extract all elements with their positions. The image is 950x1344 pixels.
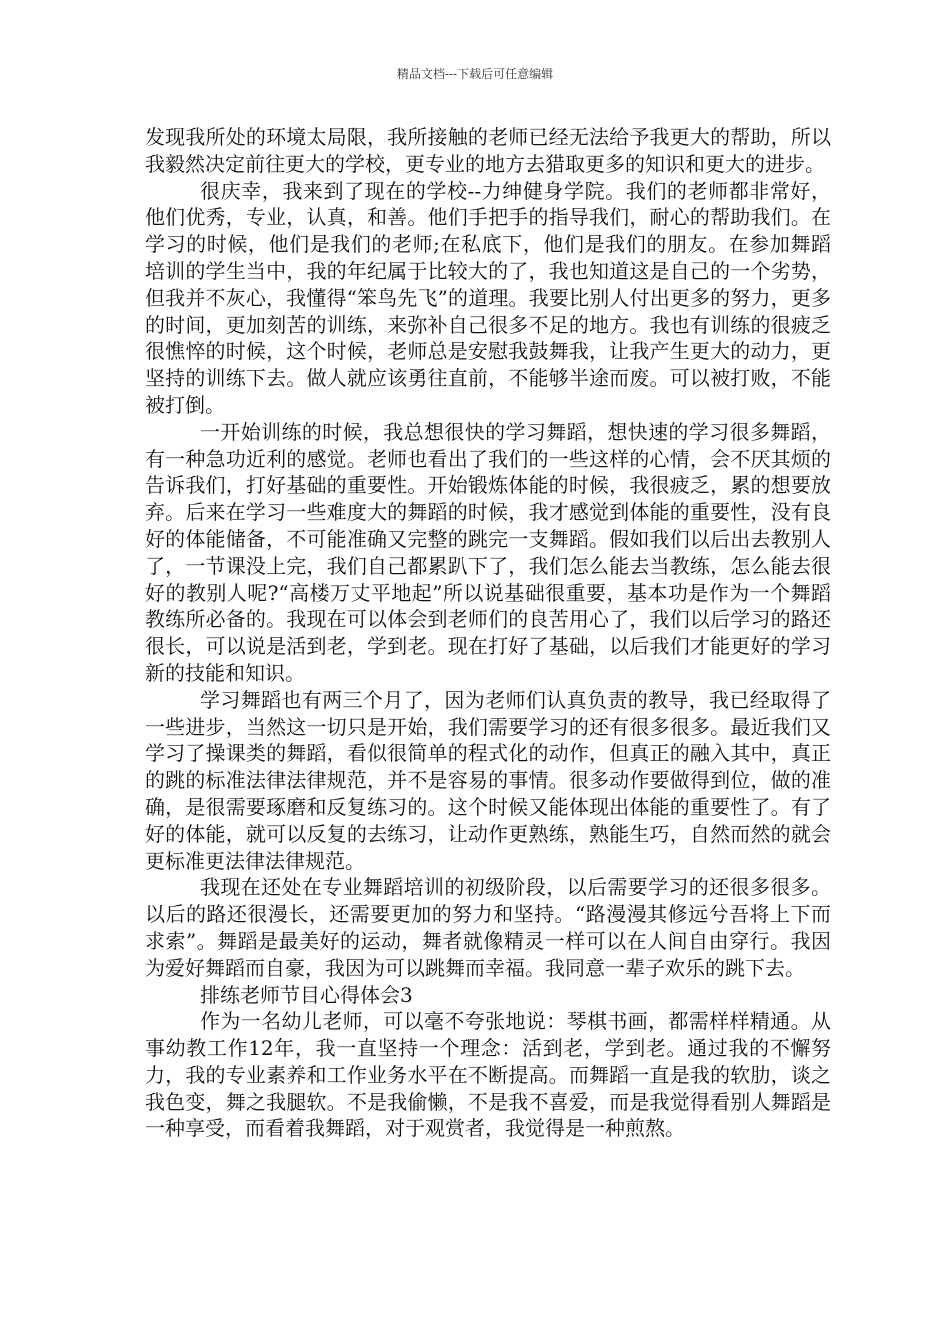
paragraph-2: 很庆幸，我来到了现在的学校--力绅健身学院。我们的老师都非常好，他们优秀，专业，认真，和善。他们手把手的指导我们，耐心的帮助我们。在学习的时候，他们是我们的老师;在私底下，他们是我们的朋友。在参加舞蹈培训的学生当中，我的年纪属于比较大的了，我也知道这是自己的一个劣势，但我并不灰心，我懂得“笨鸟先飞”的道理。我要比别人付出更多的努力，更多的时间，更加刻苦的训练，来弥补自己很多不足的地方。我也有训练的很疲乏很憔悴的时候，这个时候，老师总是安慰我鼓舞我，让我产生更大的动力，更坚持的训练下去。做人就应该勇往直前，不能够半途而废。可以被打败，不能被打倒。 <box>145 178 831 417</box>
paragraph-4: 学习舞蹈也有两三个月了，因为老师们认真负责的教导，我已经取得了一些进步，当然这一切只是开始，我们需要学习的还有很多很多。最近我们又学习了操课类的舞蹈，看似很简单的程式化的动作，但真正的融入其中，真正的跳的标准法律法律规范，并不是容易的事情。很多动作要做得到位，做的准确，是很需要琢磨和反复练习的。这个时候又能体现出体能的重要性了。有了好的体能，就可以反复的去练习，让动作更熟练，熟能生巧，自然而然的就会更标准更法律法律规范。 <box>145 687 831 873</box>
paragraph-1: 发现我所处的环境太局限，我所接触的老师已经无法给予我更大的帮助，所以我毅然决定前往更大的学校，更专业的地方去猎取更多的知识和更大的进步。 <box>145 125 831 176</box>
paragraph-3: 一开始训练的时候，我总想很快的学习舞蹈，想快速的学习很多舞蹈，有一种急功近利的感觉。老师也看出了我们的一些这样的心情，会不厌其烦的告诉我们，打好基础的重要性。开始锻炼体能的时候，我很疲乏，累的想要放弃。后来在学习一些难度大的舞蹈的时候，我才感觉到体能的重要性，没有良好的体能储备，不可能准确又完整的跳完一支舞蹈。假如我们以后出去教别人了，一节课没上完，我们自己都累趴下了，我们怎么能去当教练，怎么能去很好的教别人呢?“高楼万丈平地起”所以说基础很重要，基本功是作为一个舞蹈教练所必备的。我现在可以体会到老师们的良苦用心了，我们以后学习的路还很长，可以说是活到老，学到老。现在打好了基础，以后我们才能更好的学习新的技能和知识。 <box>145 419 831 685</box>
paragraph-5: 我现在还处在专业舞蹈培训的初级阶段，以后需要学习的还很多很多。以后的路还很漫长，还需要更加的努力和坚持。“路漫漫其修远兮吾将上下而求索”。舞蹈是最美好的运动，舞者就像精灵一样可以在人间自由穿行。我因为爱好舞蹈而自豪，我因为可以跳舞而幸福。我同意一辈子欢乐的跳下去。 <box>145 875 831 980</box>
section-heading: 排练老师节目心得体会3 <box>200 982 413 1007</box>
paragraph-6: 作为一名幼儿老师，可以毫不夸张地说：琴棋书画，都需样样精通。从事幼教工作12年，我一直坚持一个理念：活到老，学到老。通过我的不懈努力，我的专业素养和工作业务水平在不断提高。而舞蹈一直是我的软肋，谈之我色变，舞之我腿软。不是我偷懒，不是我不喜爱，而是我觉得看别人舞蹈是一种享受，而看着我舞蹈，对于观赏者，我觉得是一种煎熬。 <box>145 1009 831 1141</box>
document-body <box>145 124 831 1142</box>
page-header: 精品文档---下载后可任意编辑 <box>396 67 554 81</box>
